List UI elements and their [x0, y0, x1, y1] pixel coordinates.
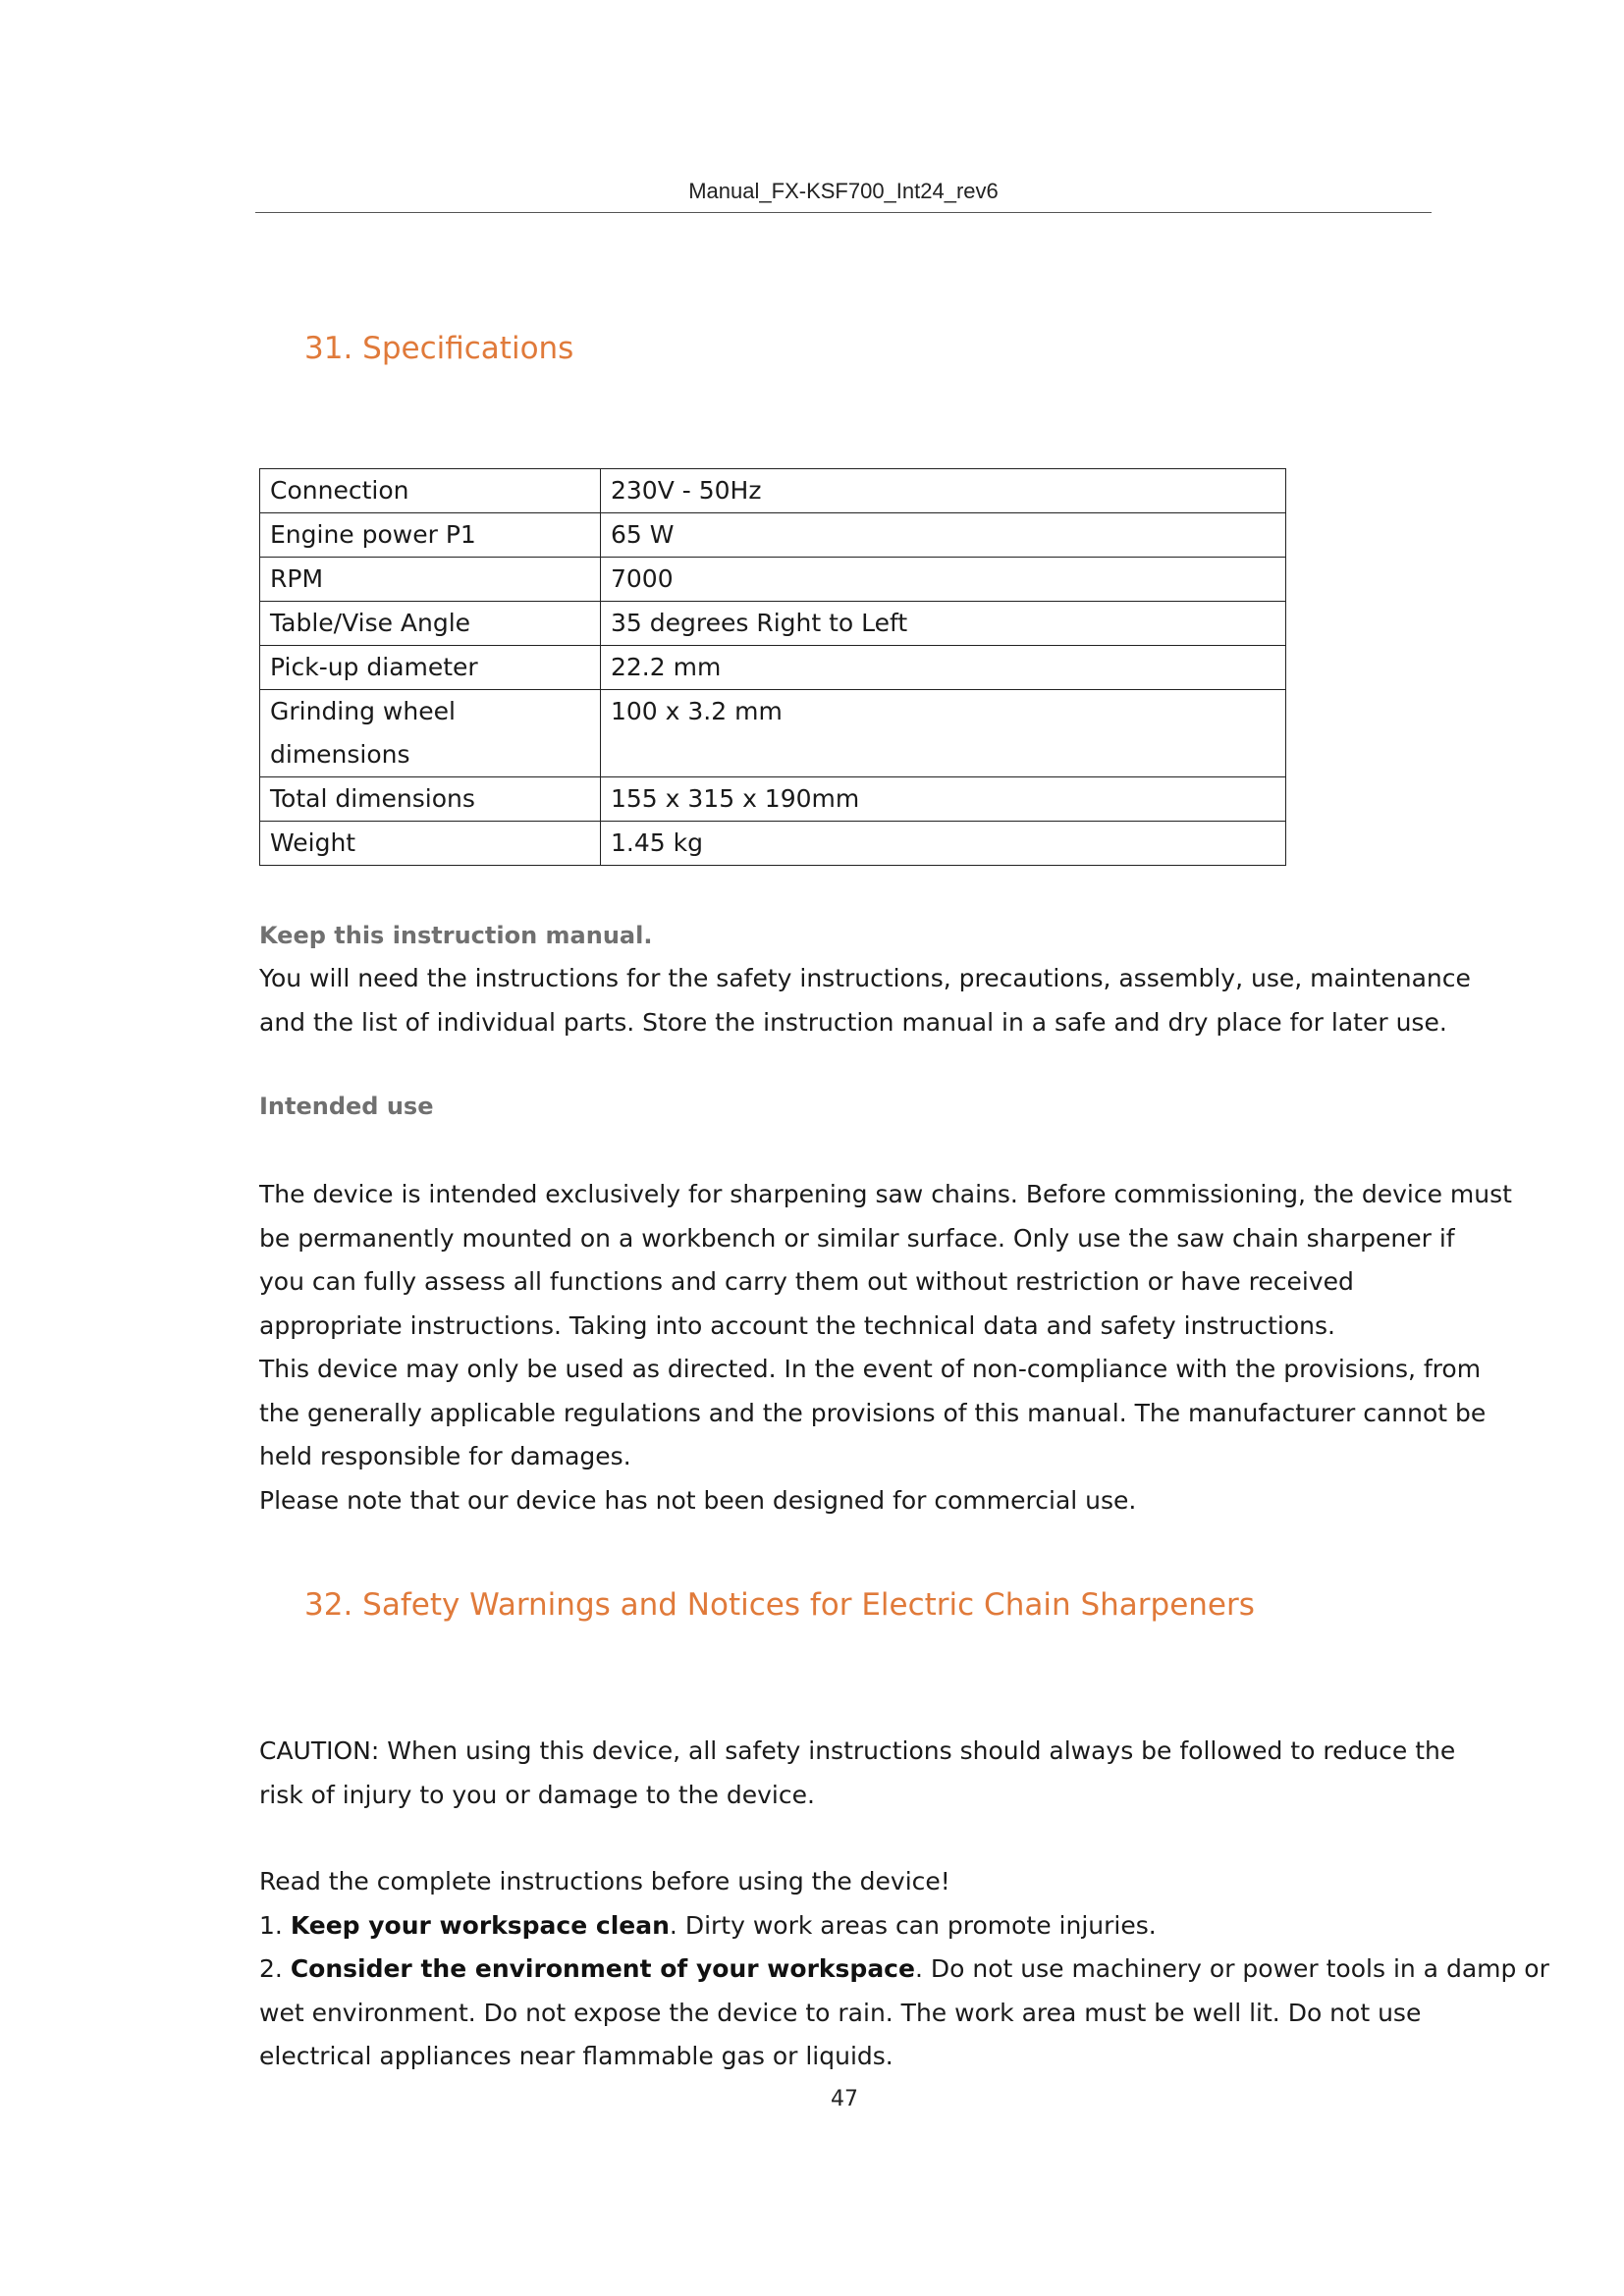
item-text: . Do not use machinery or power tools in a damp or	[914, 1954, 1549, 1983]
intended-use-heading: Intended use	[259, 1093, 434, 1120]
spec-value: 7000	[601, 558, 1286, 602]
list-item	[259, 1904, 1437, 1949]
paragraph-line: you can fully assess all functions and carry them out without restriction or have received	[259, 1267, 1354, 1296]
table-row	[260, 469, 1286, 513]
table-row	[260, 646, 1286, 690]
item-number: 1.	[259, 1910, 291, 1940]
running-header	[255, 177, 1432, 213]
spec-label: Engine power P1	[260, 513, 601, 558]
spec-label: Weight	[260, 822, 601, 866]
paragraph-line: The device is intended exclusively for sharpening saw chains. Before commissioning, the device must	[259, 1180, 1512, 1208]
table-row	[260, 777, 1286, 822]
specifications-table	[259, 468, 1286, 866]
item-text: . Dirty work areas can promote injuries.	[669, 1910, 1157, 1940]
paragraph-line: This device may only be used as directed. In the event of non-compliance with the provisions, from	[259, 1355, 1482, 1383]
spec-label: Total dimensions	[260, 777, 601, 822]
paragraph-line: risk of injury to you or damage to the device.	[259, 1780, 815, 1809]
item-heading: Consider the environment of your workspace	[290, 1954, 915, 1983]
paragraph-line: the generally applicable regulations and the provisions of this manual. The manufacturer cannot be	[259, 1398, 1487, 1427]
spec-label: Pick-up diameter	[260, 646, 601, 690]
paragraph-line: You will need the instructions for the safety instructions, precautions, assembly, use, maintenance	[259, 964, 1471, 992]
spec-value: 155 x 315 x 190mm	[601, 777, 1286, 822]
paragraph-line: held responsible for damages.	[259, 1442, 631, 1470]
spec-value: 1.45 kg	[601, 822, 1286, 866]
spec-value: 65 W	[601, 513, 1286, 558]
keep-manual-heading: Keep this instruction manual.	[259, 922, 653, 949]
table-row	[260, 822, 1286, 866]
spec-value: 35 degrees Right to Left	[601, 602, 1286, 646]
list-item	[259, 1948, 1549, 1992]
paragraph-line: Please note that our device has not been designed for commercial use.	[259, 1485, 1137, 1515]
paragraph-line: appropriate instructions. Taking into account the technical data and safety instructions.	[259, 1310, 1335, 1340]
safety-list	[259, 1860, 1549, 2079]
section-32-title: 32. Safety Warnings and Notices for Electric Chain Sharpeners	[304, 1587, 1255, 1623]
spec-value: 230V - 50Hz	[601, 469, 1286, 513]
table-row	[260, 602, 1286, 646]
caution-paragraph	[259, 1730, 1456, 1817]
read-instructions-line: Read the complete instructions before using the device!	[259, 1867, 950, 1896]
spec-value: 100 x 3.2 mm	[601, 690, 1286, 777]
intended-use-paragraph	[259, 1173, 1512, 1522]
table-row	[260, 690, 1286, 777]
spec-label: Connection	[260, 469, 601, 513]
paragraph-line: wet environment. Do not expose the device to rain. The work area must be well lit. Do not use	[259, 1998, 1422, 2027]
paragraph-line: and the list of individual parts. Store the instruction manual in a safe and dry place for later use.	[259, 1007, 1447, 1037]
spec-label: Table/Vise Angle	[260, 602, 601, 646]
section-31-title: 31. Specifications	[304, 331, 574, 366]
spec-value: 22.2 mm	[601, 646, 1286, 690]
paragraph-line: CAUTION: When using this device, all safety instructions should always be followed to reduce the	[259, 1736, 1456, 1765]
page-number: 47	[831, 2087, 858, 2111]
table-row	[260, 513, 1286, 558]
document-title: Manual_FX-KSF700_Int24_rev6	[688, 179, 999, 203]
table-row	[260, 558, 1286, 602]
paragraph-line: electrical appliances near flammable gas or liquids.	[259, 2042, 893, 2070]
paragraph-line: be permanently mounted on a workbench or similar surface. Only use the saw chain sharpener if	[259, 1223, 1455, 1253]
spec-label: Grinding wheel dimensions	[260, 690, 601, 777]
spec-label: RPM	[260, 558, 601, 602]
item-number: 2.	[259, 1954, 291, 1983]
keep-manual-paragraph	[259, 957, 1471, 1044]
item-heading: Keep your workspace clean	[290, 1910, 670, 1940]
